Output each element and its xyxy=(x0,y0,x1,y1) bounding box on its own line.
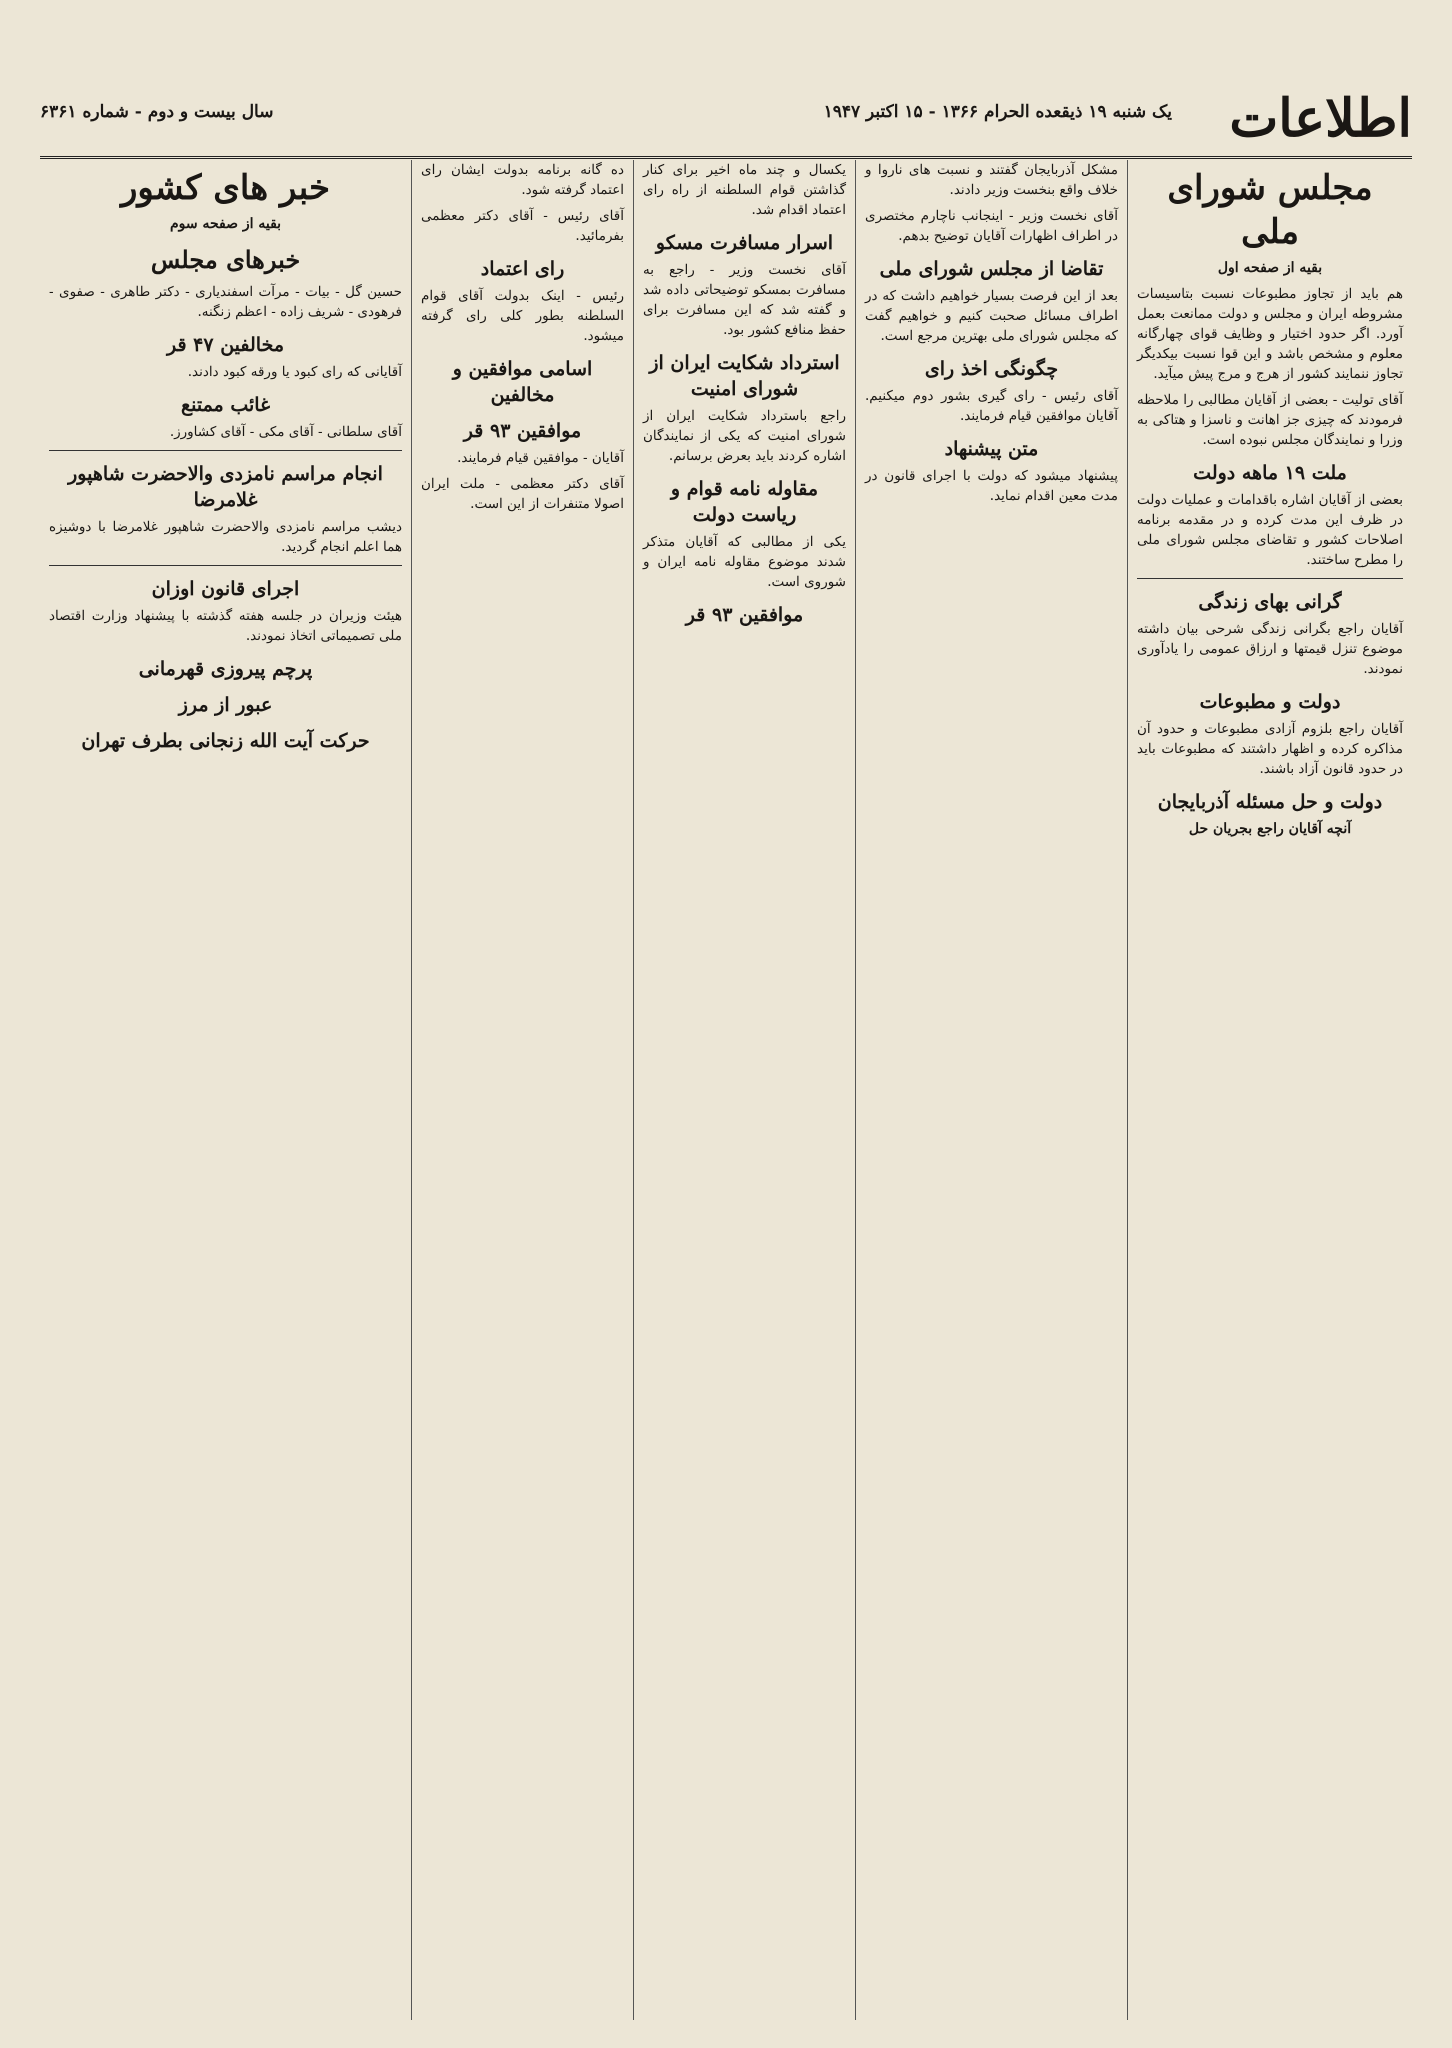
section-heading: غائب ممتنع xyxy=(180,394,271,416)
column-four xyxy=(411,160,633,2020)
continued-label: بقیه از صفحه سوم xyxy=(169,216,282,232)
article-paragraph: یکی از مطالبی که آقایان متذکر شدند موضوع مقاوله نامه ایران و شوروی است. xyxy=(643,534,846,590)
columns xyxy=(40,160,1412,2020)
section-heading: حرکت آیت الله زنجانی بطرف تهران xyxy=(81,730,370,752)
article-paragraph: آقای نخست وزیر - راجع به مسافرت بمسکو توضیحاتی داده شد و گفته شد که این مسافرت برای حفظ منافع کشور بود. xyxy=(643,262,846,338)
masthead-rule xyxy=(40,156,1412,159)
section-heading: موافقین ۹۳ قر xyxy=(685,604,804,626)
section-heading: چگونگی اخذ رای xyxy=(924,358,1059,380)
column-parliament xyxy=(1127,160,1412,2020)
article-paragraph: آقای رئیس - آقای دکتر معظمی بفرمائید. xyxy=(421,208,624,244)
article-paragraph: رئیس - اینک بدولت آقای قوام السلطنه بطور کلی رای گرفته میشود. xyxy=(421,288,624,344)
article-paragraph: آقایان - موافقین قیام فرمایند. xyxy=(457,450,624,466)
issue-date: یک شنبه ۱۹ ذیقعده الحرام ۱۳۶۶ - ۱۵ اکتبر ۱۹۴۷ xyxy=(823,102,1172,122)
section-heading: مخالفین ۴۷ قر xyxy=(166,334,285,356)
section-heading: پرچم پیروزی قهرمانی xyxy=(138,658,313,680)
article-paragraph: ده گانه برنامه بدولت ایشان رای اعتماد گرفته شود. xyxy=(421,162,624,198)
article-paragraph: راجع باسترداد شکایت ایران از شورای امنیت که یکی از نمایندگان اشاره کردند باید بعرض برسانم. xyxy=(643,408,846,464)
section-heading: دولت و حل مسئله آذربایجان xyxy=(1157,791,1383,813)
article-paragraph: دیشب مراسم نامزدی والاحضرت شاهپور غلامرضا با دوشیزه هما اعلم انجام گردید. xyxy=(49,519,402,555)
divider xyxy=(1137,578,1403,579)
section-heading: اسامی موافقین و مخالفین xyxy=(452,358,593,406)
section-heading: اسرار مسافرت مسکو xyxy=(655,232,834,254)
headline-country-news: خبر های کشور xyxy=(120,168,331,208)
section-heading: دولت و مطبوعات xyxy=(1199,691,1341,713)
article-paragraph: هیئت وزیران در جلسه هفته گذشته با پیشنهاد وزارت اقتصاد ملی تصمیماتی اتخاذ نمودند. xyxy=(49,608,402,644)
article-paragraph: آقایانی که رای کبود یا ورقه کبود دادند. xyxy=(187,364,402,380)
article-paragraph: بعد از این فرصت بسیار خواهیم داشت که در اطراف مسائل صحبت کنیم و خواهیم گفت که مجلس شورای ملی بهترین مرجع است. xyxy=(865,288,1118,344)
section-heading: گرانی بهای زندگی xyxy=(1198,591,1342,613)
article-paragraph: بعضی از آقایان اشاره باقدامات و عملیات دولت در ظرف این مدت کرده و در مقدمه برنامه اصلاحات کشور و تقاضای مجلس شورای ملی را مطرح ساختند. xyxy=(1137,492,1403,568)
column-two xyxy=(855,160,1127,2020)
article-paragraph: آقای تولیت - بعضی از آقایان مطالبی را ملاحظه فرمودند که چیزی جز اهانت و ناسزا و هتاکی به وزرا و نمایندگان مجلس نبوده است. xyxy=(1137,392,1403,448)
article-paragraph: آقای نخست وزیر - اینجانب ناچارم مختصری در اطراف اظهارات آقایان توضیح بدهم. xyxy=(865,208,1118,244)
section-heading: اجرای قانون اوزان xyxy=(151,578,300,600)
article-paragraph: یکسال و چند ماه اخیر برای کنار گذاشتن قوام السلطنه از راه رای اعتماد اقدام شد. xyxy=(643,162,846,218)
headline-parliament: مجلس شورای ملی xyxy=(1167,168,1373,252)
section-heading: خبرهای مجلس xyxy=(150,245,301,274)
article-paragraph: پیشنهاد میشود که دولت با اجرای قانون در مدت معین اقدام نماید. xyxy=(865,468,1118,504)
section-heading: استرداد شکایت ایران از شورای امنیت xyxy=(649,352,840,400)
dateline xyxy=(40,102,1172,122)
article-paragraph: مشکل آذربایجان گفتند و نسبت های ناروا و خلاف واقع بنخست وزیر دادند. xyxy=(865,162,1118,198)
article-paragraph: آقای رئیس - رای گیری بشور دوم میکنیم. آقایان موافقین قیام فرمایند. xyxy=(865,388,1118,424)
continued-label: بقیه از صفحه اول xyxy=(1217,260,1323,276)
issue-number: سال بیست و دوم - شماره ۶۳۶۱ xyxy=(40,102,274,122)
article-paragraph: آقای دکتر معظمی - ملت ایران اصولا متنفرات از این است. xyxy=(421,476,624,512)
column-three xyxy=(633,160,855,2020)
article-paragraph: هم باید از تجاوز مطبوعات نسبت بتاسیسات مشروطه ایران و مجلس و دولت ممانعت بعمل آورد. اگر حدود اختیار و وظایف قوای چهارگانه معلوم و مشخص باشد و این قوا نسبت بیکدیگر تجاوز ننمایند کشور از هرج و مرج پیش میآید. xyxy=(1137,286,1403,382)
section-heading: تقاضا از مجلس شورای ملی xyxy=(879,258,1104,280)
article-paragraph: آقایان راجع بلزوم آزادی مطبوعات و حدود آن مذاکره کرده و اظهار داشتند که مطبوعات باید در حدود قانون آزاد باشند. xyxy=(1137,721,1403,777)
article-paragraph: آقای سلطانی - آقای مکی - آقای کشاورز. xyxy=(169,424,402,440)
article-paragraph: آقایان راجع بگرانی زندگی شرحی بیان داشته موضوع تنزل قیمتها و ارزاق عمومی را یادآوری نمودند. xyxy=(1137,621,1403,677)
section-subheading: آنچه آقایان راجع بجریان حل xyxy=(1188,821,1352,837)
masthead xyxy=(40,88,1412,158)
newspaper-logo: اطلاعات xyxy=(1229,88,1412,149)
column-country-news xyxy=(40,160,411,2020)
divider xyxy=(49,565,402,566)
section-heading: مقاوله نامه قوام و ریاست دولت xyxy=(670,478,819,526)
divider xyxy=(49,450,402,451)
section-heading: ملت ۱۹ ماهه دولت xyxy=(1193,462,1347,484)
section-heading: رای اعتماد xyxy=(480,258,565,280)
section-heading: موافقین ۹۳ قر xyxy=(463,420,582,442)
section-heading: عبور از مرز xyxy=(178,694,273,716)
section-heading: انجام مراسم نامزدی والاحضرت شاهپور غلامرضا xyxy=(68,463,383,511)
article-paragraph: حسین گل - بیات - مرآت اسفندیاری - دکتر طاهری - صفوی - فرهودی - شریف زاده - اعظم زنگنه. xyxy=(49,284,402,320)
section-heading: متن پیشنهاد xyxy=(944,438,1039,460)
